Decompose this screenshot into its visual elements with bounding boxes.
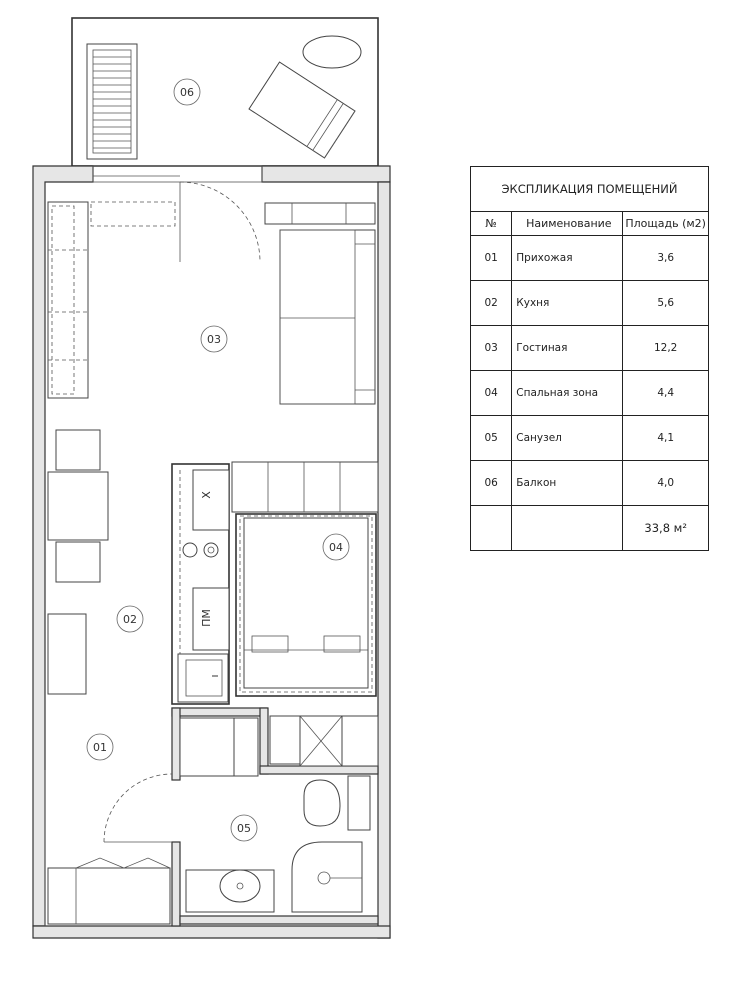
toilet-icon: [304, 780, 340, 826]
row-number: 05: [471, 416, 512, 461]
balcony: [72, 18, 378, 166]
kitchen-counter: [172, 464, 229, 704]
column-header-name: Наименование: [512, 212, 623, 236]
room-mark-06: 06: [180, 86, 194, 99]
table-row: [471, 461, 709, 506]
table-row: [471, 236, 709, 281]
table-row: [471, 416, 709, 461]
table-row: [471, 371, 709, 416]
row-area: 4,1: [623, 416, 709, 461]
wardrobe: [48, 202, 175, 398]
row-name: Прихожая: [512, 236, 623, 281]
hob-burner: [183, 543, 197, 557]
row-name: Спальная зона: [512, 371, 623, 416]
washing-machine: [180, 718, 234, 776]
balcony-door-frame: [93, 166, 262, 182]
dishwasher-mark: ПМ: [200, 609, 213, 627]
room-mark-02: 02: [123, 613, 137, 626]
balcony-radiator: [87, 44, 137, 159]
explication-table: [470, 166, 709, 551]
kitchen-side-cabinet: [48, 614, 86, 694]
row-name: Гостиная: [512, 326, 623, 371]
row-number: 04: [471, 371, 512, 416]
balcony-round-table: [303, 36, 361, 68]
row-number: 03: [471, 326, 512, 371]
row-area: 4,4: [623, 371, 709, 416]
room-mark-01: 01: [93, 741, 107, 754]
column-header-number: №: [471, 212, 512, 236]
sink-icon: [220, 870, 260, 902]
total-row: [471, 506, 709, 551]
row-area: 3,6: [623, 236, 709, 281]
dining-set: [48, 430, 108, 582]
hob-burner: [204, 543, 218, 557]
bathroom-fixtures: [180, 776, 378, 924]
row-name: Санузел: [512, 416, 623, 461]
total-area: 33,8 м²: [623, 506, 709, 551]
row-name: Балкон: [512, 461, 623, 506]
bathroom-door: [104, 774, 172, 842]
sofa: [280, 230, 375, 404]
room-mark-03: 03: [207, 333, 221, 346]
row-number: 06: [471, 461, 512, 506]
tv-shelf: [265, 203, 375, 224]
column-header-area: Площадь (м2): [623, 212, 709, 236]
explication-title: ЭКСПЛИКАЦИЯ ПОМЕЩЕНИЙ: [471, 167, 709, 212]
balcony-lounger: [249, 62, 355, 158]
bed: [244, 518, 368, 688]
row-number: 02: [471, 281, 512, 326]
shower-cabin: [292, 842, 362, 912]
fridge-mark: Х: [200, 491, 213, 499]
row-area: 12,2: [623, 326, 709, 371]
balcony-door: [93, 176, 260, 262]
row-name: Кухня: [512, 281, 623, 326]
room-mark-05: 05: [237, 822, 251, 835]
room-mark-04: 04: [329, 541, 343, 554]
row-number: 01: [471, 236, 512, 281]
sleeping-zone: [232, 462, 378, 696]
row-area: 5,6: [623, 281, 709, 326]
table-row: [471, 326, 709, 371]
table-row: [471, 281, 709, 326]
storage-cabinet: [234, 718, 258, 776]
hallway-wardrobe: [48, 858, 170, 924]
row-area: 4,0: [623, 461, 709, 506]
